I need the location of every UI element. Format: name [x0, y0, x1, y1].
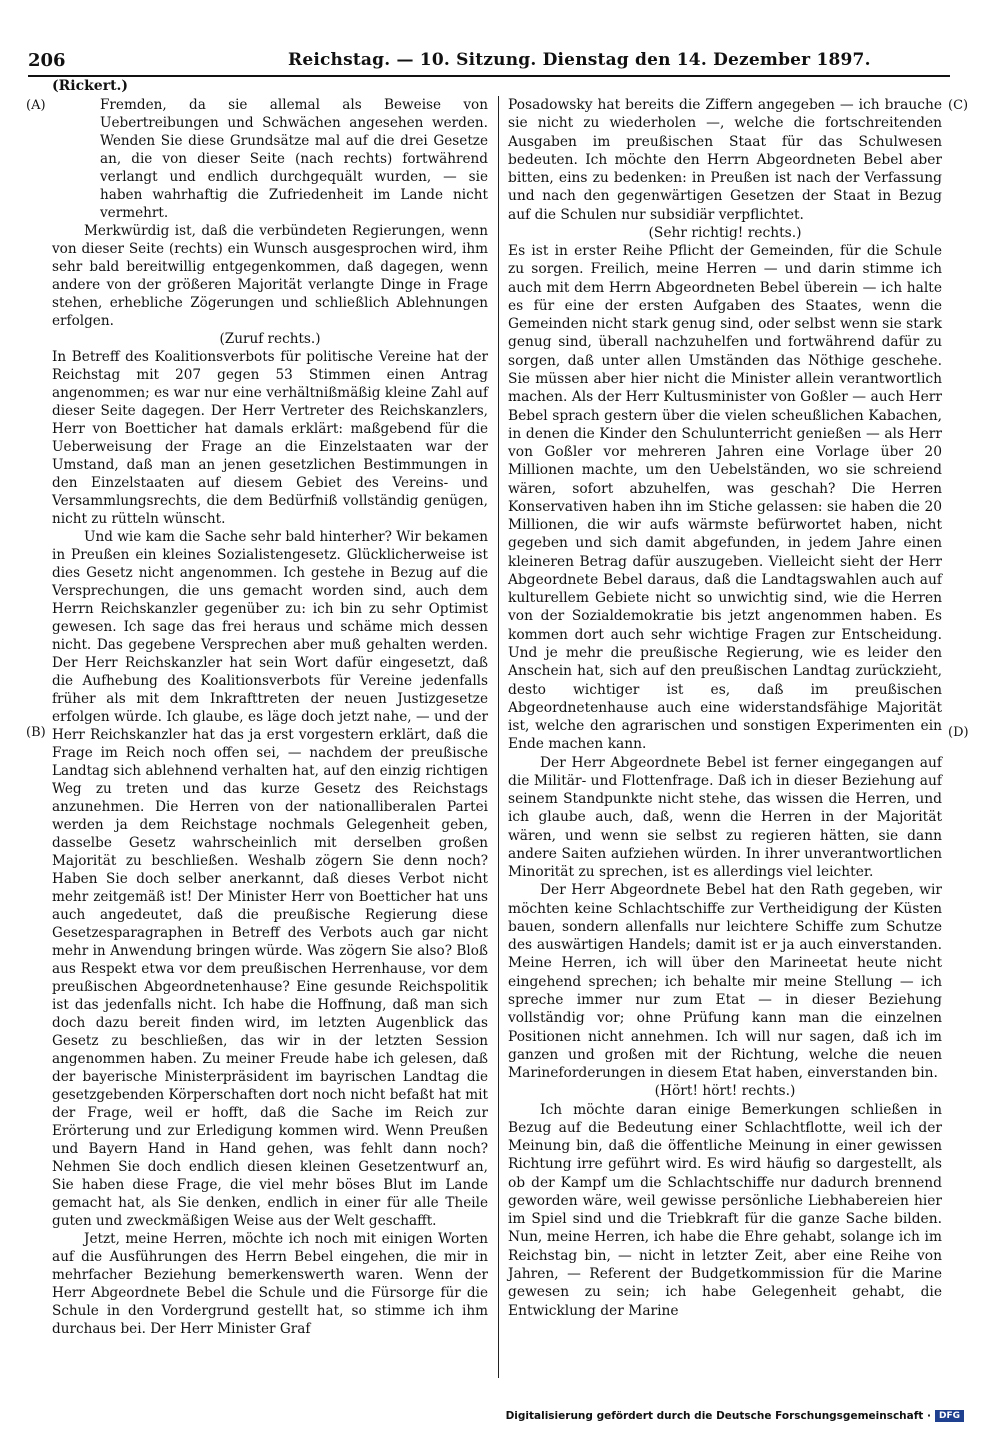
interjection: (Hört! hört! rechts.)	[654, 1083, 796, 1100]
paragraph: Fremden, da sie allemal als Beweise von Uebertreibungen und Schwächen angesehen werden. Wenden Sie diese Grundsätze mal auf die drei Gesetze an, die von dieser Seite (nach rechts) fortwährend verlangt und endlich durchgequält wurden, — sie haben wahrhaftig die Zufriedenheit im Lande nicht vermehrt.	[100, 97, 488, 221]
digitization-footer	[506, 1410, 964, 1422]
header-rule	[28, 75, 950, 77]
margin-marker-d: (D)	[948, 725, 969, 740]
margin-marker-c: (C)	[948, 98, 969, 113]
right-column	[508, 96, 942, 1320]
column-divider	[498, 96, 499, 1378]
paragraph: Merkwürdig ist, daß die verbündeten Regierungen, wenn von dieser Seite (rechts) ein Wunsch ausgesprochen wird, ihm sehr bald bereitwillig entgegenkommen, daß dagegen, wenn andere von der größeren Majorität verlangte Dinge in Frage stehen, erhebliche Zögerungen und schließlich Ablehnungen erfolgen.	[52, 223, 488, 329]
left-column	[52, 96, 488, 1338]
dfg-logo: DFG	[935, 1410, 964, 1422]
footer-text: Digitalisierung gefördert durch die Deutsche Forschungsgemeinschaft ·	[505, 1410, 931, 1422]
page-number: 206	[28, 50, 66, 71]
paragraph: In Betreff des Koalitionsverbots für politische Vereine hat der Reichstag mit 207 gegen 53 Stimmen einen Antrag angenommen; es war nur eine verhältnißmäßig kleine Zahl auf dieser Seite dagegen. Der Herr Vertreter des Reichskanzlers, Herr von Boetticher hat damals erklärt: maßgebend für die Ueberweisung der Frage an die Einzelstaaten war der Umstand, daß man an jenen gesetzlichen Bestimmungen in den Einzelstaaten auf diesem Gebiet des Vereins- und Versammlungsrechts, die dem Bedürfniß vollständig genügen, nicht zu rütteln wünscht.	[52, 349, 488, 527]
paragraph: Jetzt, meine Herren, möchte ich noch mit einigen Worten auf die Ausführungen des Herrn Bebel eingehen, die mir in mehrfacher Beziehung bemerkenswerth waren. Wenn der Herr Abgeordnete Bebel die Schule und die Fürsorge für die Schule in den Vordergrund gestellt hat, so stimme ich ihm durchaus bei. Der Herr Minister Graf	[52, 1231, 488, 1337]
paragraph: Posadowsky hat bereits die Ziffern angegeben — ich brauche sie nicht zu wiederholen —, welche die fortschreitenden Ausgaben im preußischen Staat für das Schulwesen bedeuten. Ich möchte den Herrn Abgeordneten Bebel aber bitten, eins zu bedenken: in Preußen ist nach der Verfassung und nach den gegenwärtigen Gesetzen der Staat in Bezug auf die Schulen nur subsidiär verpflichtet.	[508, 97, 942, 223]
speaker-name: (Rickert.)	[52, 78, 129, 94]
paragraph: Der Herr Abgeordnete Bebel ist ferner eingegangen auf die Militär- und Flottenfrage. Daß ich in dieser Beziehung auf seinem Standpunkte nicht stehe, das wissen die Herren, und ich glaube auch, daß, wenn die Herren in der Majorität wären, und wenn sie selbst zu regieren hätten, sie dann andere Saiten aufziehen würden. In ihrer unverantwortlichen Minorität zu sprechen, ist es allerdings viel leichter.	[508, 754, 942, 881]
margin-marker-b: (B)	[26, 725, 46, 740]
interjection: (Zuruf rechts.)	[219, 331, 321, 347]
margin-marker-a: (A)	[26, 98, 46, 113]
running-title: Reichstag. — 10. Sitzung. Dienstag den 14. Dezember 1897.	[288, 50, 871, 70]
paragraph: Und wie kam die Sache sehr bald hinterher? Wir bekamen in Preußen ein kleines Sozialistengesetz. Glücklicherweise ist dies Gesetz nicht angenommen. Ich gestehe in Bezug auf die Versprechungen, die uns gemacht worden sind, auch dem Herrn Reichskanzler gegenüber zu: ich bin zu sehr Optimist gewesen. Ich sage das frei heraus und schäme mich dessen nicht. Das gegebene Versprechen aber muß gehalten werden. Der Herr Reichskanzler hat sein Wort dafür eingesetzt, daß die Aufhebung des Koalitionsverbots für Vereine jedenfalls früher als mit dem Inkrafttreten der neuen Justizgesetze erfolgen würde. Ich glaube, es läge doch jetzt nahe, — und der Herr Reichskanzler hat das ja erst vorgestern erklärt, daß die Frage im Reich noch offen sei, — nachdem der preußische Landtag sich ablehnend verhalten hat, auf den einzig richtigen Weg zu treten und das kurze Gesetz des Reichstags anzunehmen. Die Herren von der nationalliberalen Partei werden ja dem Reichstage nochmals Gelegenheit geben, dasselbe Gesetz wahrscheinlich mit derselben großen Majorität zu beschließen. Weshalb zögern Sie denn noch? Haben Sie doch selber anerkannt, daß dieses Verbot nicht mehr zeitgemäß ist! Der Minister Herr von Boetticher hat uns auch angedeutet, daß die preußische Regierung diese Gesetzesparagraphen in Betreff des Verbots auch gar nicht mehr in Anwendung bringen würde. Was zögern Sie also? Bloß aus Respekt etwa vor dem preußischen Herrenhause, vor dem preußischen Abgeordnetenhause? Eine gesunde Reichspolitik ist das jedenfalls nicht. Ich habe die Hoffnung, daß man sich doch dazu bereit finden wird, im letzten Augenblick das Gesetz zu beschließen, das wir in der letzten Session angenommen haben. Zu meiner Freude habe ich gelesen, daß der bayerische Ministerpräsident im bayrischen Landtag die gesetzgebenden Körperschaften dort noch nicht befaßt hat mit der Frage, weil er hofft, daß die Sache im Reich zur Erörterung und zur Erledigung kommen wird. Wenn Preußen und Bayern Hand in Hand gehen, was fehlt dann noch? Nehmen Sie doch endlich diesen kleinen Gesetzentwurf an, Sie haben diese Frage, die viel mehr böses Blut im Lande gemacht hat, als Sie denken, endlich in einer für alle Theile guten und zweckmäßigen Weise aus der Welt geschafft.	[52, 529, 488, 1229]
paragraph: Es ist in erster Reihe Pflicht der Gemeinden, für die Schule zu sorgen. Freilich, meine Herren — und darin stimme ich auch mit dem Herrn Abgeordneten Bebel überein — ich halte es für eine der ersten Aufgaben des Staates, wenn die Gemeinden nicht stark genug sind, oder selbst wenn sie stark genug sind, überall nachzuhelfen und fortwährend dafür zu sorgen, daß unter allen Umständen das Nöthige geschehe. Sie müssen aber hier nicht die Minister allein verantwortlich machen. Als der Herr Kultusminister von Goßler — auch Herr Bebel sprach gestern über die vielen scheußlichen Kabachen, in denen die Kinder den Schulunterricht genießen — als Herr von Goßler vor mehreren Jahren eine Vorlage über 20 Millionen machte, um den Uebelständen, wo sie schreiend wären, sofort abzuhelfen, was geschah? Die Herren Konservativen haben ihn im Stiche gelassen: sie haben die 20 Millionen, die wir aufs wärmste befürwortet haben, nicht gegeben und sich damit abgefunden, in jedem Jahre einen kleineren Betrag dafür auszugeben. Vielleicht sieht der Herr Abgeordnete Bebel daraus, daß die Landtagswahlen auch auf kulturellem Gebiete nicht so unwichtig sind, wie die Herren von der Sozialdemokratie bis jetzt angenommen haben. Es kommen dort auch sehr wichtige Fragen zur Entscheidung. Und je mehr die preußische Regierung, wie es leider den Anschein hat, sich auf den preußischen Landtag zurückzieht, desto wichtiger ist es, daß im preußischen Abgeordnetenhause auch eine widerstandsfähige Majorität ist, welche den agrarischen und sonstigen Experimenten ein Ende machen kann.	[508, 243, 942, 753]
paragraph: Ich möchte daran einige Bemerkungen schließen in Bezug auf die Bedeutung einer Schlachtflotte, weil ich der Meinung bin, daß die öffentliche Meinung in einer gewissen Richtung irre geführt wird. Es wird häufig so dargestellt, als ob der Kampf um die Schlachtschiffe nur dadurch brennend geworden wäre, weil gewisse persönliche Liebhabereien hier im Spiel sind und die Triebkraft für die ganze Sache bilden. Nun, meine Herren, ich habe die Ehre gehabt, solange ich im Reichstag bin, — nicht in letzter Zeit, aber eine Reihe von Jahren, — Referent der Budgetkommission für die Marine gewesen zu sein; ich habe Gelegenheit gehabt, die Entwicklung der Marine	[508, 1101, 942, 1319]
page-header	[28, 50, 948, 72]
interjection: (Sehr richtig! rechts.)	[648, 224, 802, 241]
paragraph: Der Herr Abgeordnete Bebel hat den Rath gegeben, wir möchten keine Schlachtschiffe zur Vertheidigung der Küsten bauen, sondern allenfalls nur leichtere Schiffe zum Schutze des auswärtigen Handels; damit ist er ja auch einverstanden. Meine Herren, ich will über den Marineetat heute nicht eingehend sprechen; ich behalte mir meine Stellung — ich spreche immer nur zum Etat — in dieser Beziehung vollständig vor; ohne Prüfung kann man die einzelnen Positionen nicht annehmen. Ich will nur sagen, daß ich im ganzen und großen mit der Richtung, welche die neuen Marineforderungen in diesem Etat haben, einverstanden bin.	[508, 882, 942, 1082]
